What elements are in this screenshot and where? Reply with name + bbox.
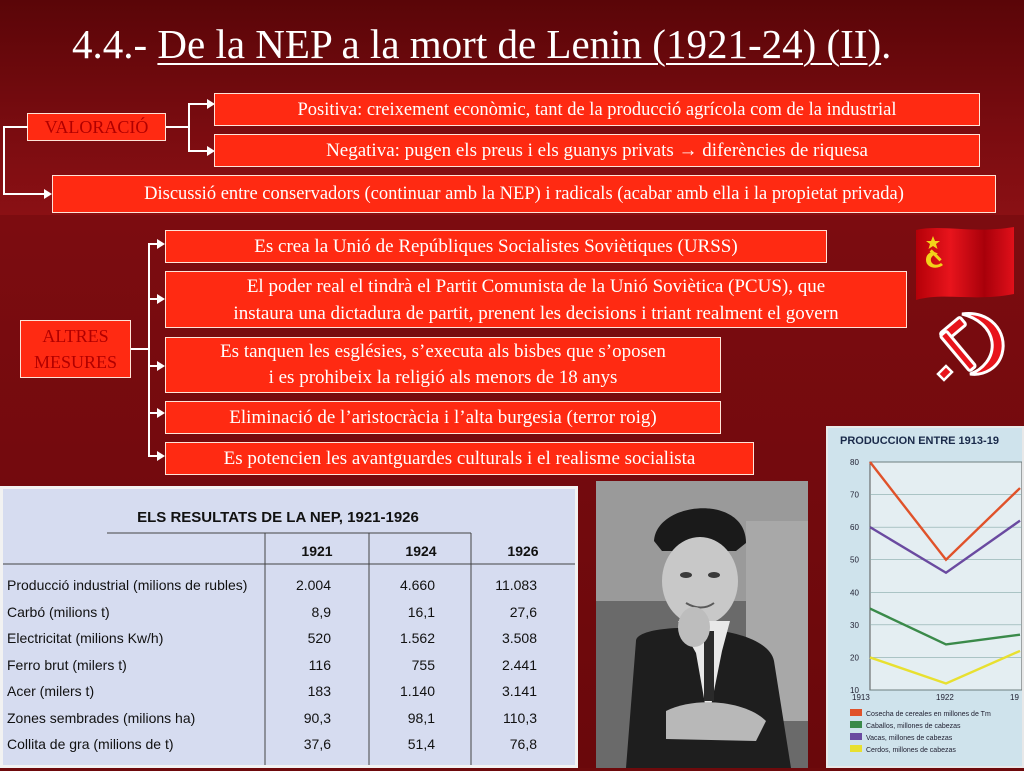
arrow-icon	[157, 294, 165, 304]
hammer-sickle-icon	[932, 308, 1010, 384]
valoracio-negative: Negativa: pugen els preus i els guanys privats → diferències de riquesa	[214, 134, 980, 167]
connector	[188, 150, 208, 152]
connector	[3, 126, 28, 128]
table-cell: 51,4	[407, 736, 435, 752]
valoracio-label: VALORACIÓ	[27, 113, 166, 141]
table-cell: 8,9	[311, 603, 331, 620]
connector	[188, 103, 208, 105]
table-cell: 90,3	[303, 709, 331, 726]
table-cell: 98,1	[407, 709, 435, 726]
table-cell: 4.660	[399, 577, 435, 593]
arrow-icon	[157, 451, 165, 461]
x-tick-label: 1913	[852, 693, 870, 702]
legend-entry: Vacas, millones de cabezas	[866, 735, 953, 742]
table-row-label: Electricitat (milions Kw/h)	[7, 630, 164, 646]
legend-swatch	[850, 733, 862, 740]
table-cell: 755	[411, 656, 435, 673]
table-cell: 27,6	[509, 603, 537, 620]
legend-entry: Caballos, millones de cabezas	[866, 723, 961, 730]
table-cell: 520	[307, 630, 331, 646]
legend-swatch	[850, 745, 862, 752]
valoracio-positive: Positiva: creixement econòmic, tant de la producció agrícola com de la industrial	[214, 93, 980, 126]
portrait-photo	[596, 481, 808, 768]
table-title: ELS RESULTATS DE LA NEP, 1921-1926	[137, 509, 419, 526]
y-tick-label: 50	[850, 555, 859, 565]
table-cell: 16,1	[407, 603, 435, 620]
table-row-label: Ferro brut (milers t)	[7, 656, 127, 673]
connector	[131, 348, 149, 350]
valoracio-discussion: Discussió entre conservadors (continuar amb la NEP) i radicals (acabar amb ella i la propietat privada)	[52, 175, 996, 213]
table-cell: 76,8	[509, 736, 537, 752]
table-cell: 1.562	[399, 630, 435, 646]
table-cell: 3.508	[501, 630, 537, 646]
title-prefix: 4.4.-	[72, 21, 148, 67]
connector	[3, 126, 5, 194]
table-row-label: Zones sembrades (milions ha)	[7, 709, 196, 726]
connector	[3, 193, 45, 195]
table-year-header: 1921	[301, 543, 333, 559]
title-suffix: .	[881, 21, 892, 67]
y-tick-label: 40	[850, 588, 859, 598]
legend-entry: Cosecha de cereales en millones de Tm	[866, 711, 991, 718]
soviet-flag-icon	[912, 224, 1018, 304]
chart-title: PRODUCCION ENTRE 1913-19	[840, 435, 999, 447]
title-main: De la NEP a la mort de Lenin (1921-24) (II)	[157, 21, 882, 67]
table-year-header: 1924	[405, 543, 437, 559]
table-year-header: 1926	[507, 543, 539, 559]
arrow-icon	[44, 189, 52, 199]
chart-canvas	[828, 428, 1022, 766]
mesura-pcus: El poder real el tindrà el Partit Comunista de la Unió Soviètica (PCUS), que instaura una dictadura de partit, prenent les decisions i triant realment el govern	[165, 271, 907, 328]
production-chart	[826, 426, 1024, 768]
y-tick-label: 70	[850, 490, 859, 500]
arrow-icon	[157, 361, 165, 371]
legend-entry: Cerdos, millones de cabezas	[866, 747, 956, 754]
table-row-label: Carbó (milions t)	[7, 603, 110, 620]
mesura-religio: Es tanquen les esglésies, s’executa als bisbes que s’oposen i es prohibeix la religió als menors de 18 anys	[165, 337, 721, 393]
x-tick-label: 1922	[936, 693, 954, 702]
legend-swatch	[850, 721, 862, 728]
legend-swatch	[850, 709, 862, 716]
connector	[166, 126, 189, 128]
table-cell: 1.140	[399, 683, 435, 699]
altres-mesures-label: ALTRES MESURES	[20, 320, 131, 378]
y-tick-label: 80	[850, 458, 859, 467]
table-cell: 2.441	[501, 656, 537, 673]
nep-results-table	[0, 486, 578, 768]
table-cell: 37,6	[303, 736, 331, 752]
table-cell: 183	[307, 683, 331, 699]
table-row-label: Producció industrial (milions de rubles)	[7, 577, 248, 593]
mesura-aristocracia: Eliminació de l’aristocràcia i l’alta burgesia (terror roig)	[165, 401, 721, 434]
connector	[188, 103, 190, 151]
y-tick-label: 60	[850, 523, 859, 533]
page-title	[72, 18, 1012, 70]
table-cell: 3.141	[501, 683, 537, 699]
plot-area	[870, 462, 1022, 690]
table-cell: 11.083	[495, 577, 537, 593]
arrow-icon	[157, 239, 165, 249]
y-tick-label: 20	[850, 653, 859, 663]
table-cell: 116	[308, 656, 331, 673]
table-row-label: Acer (milers t)	[7, 683, 95, 699]
table-cell: 2.004	[295, 577, 331, 593]
table-row-label: Collita de gra (milions de t)	[7, 736, 174, 752]
y-tick-label: 30	[850, 620, 859, 630]
table-cell: 110,3	[503, 709, 537, 726]
x-tick-label: 19	[1010, 693, 1019, 702]
connector	[148, 243, 150, 456]
mesura-avantguardes: Es potencien les avantguardes culturals i el realisme socialista	[165, 442, 754, 475]
y-tick-label: 10	[850, 686, 859, 695]
mesura-urss: Es crea la Unió de Repúbliques Socialistes Soviètiques (URSS)	[165, 230, 827, 263]
arrow-icon	[157, 408, 165, 418]
